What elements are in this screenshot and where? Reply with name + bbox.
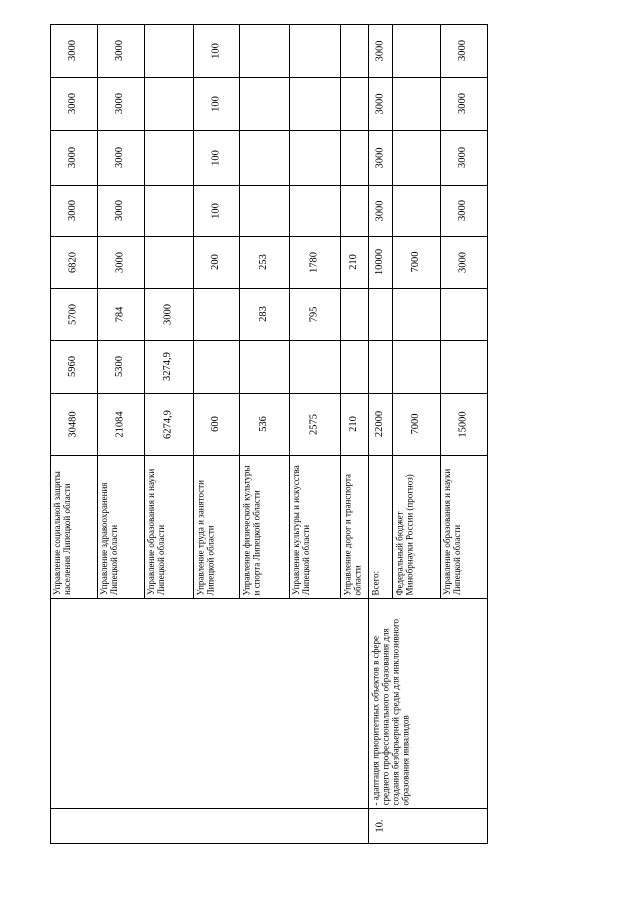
row-separator <box>340 24 341 598</box>
executor-cell: Управление социальной защиты населения Липецкой области <box>52 471 72 595</box>
value-cell <box>342 188 366 233</box>
value-cell <box>241 80 287 127</box>
value-cell: 100 <box>209 42 221 59</box>
value-cell: 10000 <box>373 248 385 276</box>
value-cell <box>195 291 237 337</box>
value-cell <box>195 343 237 390</box>
table-border-bottom <box>50 843 487 844</box>
table-border-top <box>50 24 487 25</box>
value-cell <box>291 133 338 182</box>
value-cell: 3000 <box>114 251 126 273</box>
value-cell: 3000 <box>67 40 79 61</box>
value-cell: 253 <box>257 254 269 270</box>
table-border-left <box>50 24 51 843</box>
value-cell: 3000 <box>373 40 385 61</box>
value-cell: 15000 <box>457 410 469 438</box>
value-cell: 283 <box>257 306 269 322</box>
executor-cell: Управление культуры и искусства Липецкой области <box>291 465 311 595</box>
value-cell: 100 <box>209 95 221 112</box>
value-cell <box>394 133 438 182</box>
value-cell <box>342 80 366 127</box>
column-separator <box>50 808 487 809</box>
executor-cell: Управление дорог и транспорта области <box>342 473 362 595</box>
value-cell <box>146 80 191 127</box>
value-cell: 1780 <box>308 251 320 273</box>
value-cell <box>370 343 390 390</box>
executor-cell: Управление образования и науки Липецкой области <box>442 468 462 595</box>
column-separator <box>50 77 487 78</box>
value-cell: 3000 <box>373 200 385 221</box>
item-number: 10. <box>373 818 385 833</box>
value-cell <box>370 291 390 337</box>
column-separator <box>50 236 487 237</box>
value-cell <box>241 343 287 390</box>
value-cell: 3000 <box>114 40 126 61</box>
column-separator <box>50 340 487 341</box>
table-border-right <box>487 24 488 844</box>
column-separator <box>50 598 487 599</box>
value-cell: 3000 <box>457 93 469 114</box>
value-cell <box>241 188 287 233</box>
value-cell: 3000 <box>67 200 79 221</box>
value-cell: 795 <box>308 306 320 322</box>
value-cell: 210 <box>347 416 359 432</box>
value-cell <box>394 27 438 74</box>
value-cell <box>342 343 366 390</box>
value-cell <box>442 291 485 337</box>
row-separator <box>440 24 441 598</box>
row-separator <box>97 24 98 598</box>
row-separator <box>368 24 369 843</box>
row-separator <box>193 24 194 598</box>
executor-cell: Всего: <box>370 570 380 595</box>
value-cell: 3000 <box>457 200 469 221</box>
executor-cell: Федеральный бюджет Минобрнауки России (прогноз) <box>394 473 414 595</box>
value-cell: 21084 <box>114 410 126 438</box>
value-cell <box>241 27 287 74</box>
value-cell: 3000 <box>114 93 126 114</box>
value-cell <box>291 343 338 390</box>
value-cell: 30480 <box>67 410 79 438</box>
value-cell <box>146 133 191 182</box>
value-cell <box>342 291 366 337</box>
value-cell <box>241 133 287 182</box>
value-cell <box>291 27 338 74</box>
value-cell <box>146 188 191 233</box>
value-cell <box>146 239 191 285</box>
row-separator <box>144 24 145 598</box>
value-cell: 3000 <box>457 40 469 61</box>
value-cell: 5960 <box>67 356 79 377</box>
event-description: - адаптация приоритетных объектов в сфере среднего профессионального образования для создания безбарьерной среды для инклюзивного образования инвалидов <box>370 618 410 805</box>
column-separator <box>50 130 487 131</box>
value-cell: 3000 <box>373 147 385 168</box>
value-cell <box>342 27 366 74</box>
row-separator <box>392 24 393 598</box>
value-cell <box>291 80 338 127</box>
value-cell: 600 <box>209 416 221 432</box>
value-cell: 2575 <box>308 413 320 435</box>
value-cell: 3000 <box>67 147 79 168</box>
value-cell: 3000 <box>114 147 126 168</box>
value-cell: 100 <box>209 149 221 166</box>
value-cell <box>146 27 191 74</box>
value-cell <box>342 133 366 182</box>
value-cell: 3000 <box>67 93 79 114</box>
value-cell: 6820 <box>67 251 79 273</box>
value-cell: 3274,9 <box>162 352 174 381</box>
value-cell: 6274,9 <box>162 409 174 439</box>
value-cell: 5700 <box>67 303 79 325</box>
value-cell <box>291 188 338 233</box>
value-cell <box>394 80 438 127</box>
column-separator <box>50 393 487 394</box>
value-cell: 200 <box>209 254 221 270</box>
executor-cell: Управление образования и науки Липецкой области <box>146 468 166 595</box>
value-cell <box>442 343 485 390</box>
value-cell: 100 <box>209 202 221 219</box>
column-separator <box>50 288 487 289</box>
value-cell: 3000 <box>162 303 174 325</box>
value-cell: 7000 <box>409 251 421 273</box>
value-cell: 784 <box>114 306 126 322</box>
row-separator <box>239 24 240 598</box>
executor-cell: Управление физической культуры и спорта Липецкой области <box>241 464 261 595</box>
value-cell: 3000 <box>457 251 469 273</box>
value-cell: 3000 <box>373 93 385 114</box>
value-cell <box>394 343 438 390</box>
executor-cell: Управление здравоохранения Липецкой области <box>99 482 119 595</box>
value-cell: 536 <box>257 416 269 432</box>
value-cell: 5300 <box>114 356 126 377</box>
row-separator <box>289 24 290 598</box>
executor-cell: Управление труда и занятости Липецкой области <box>195 479 215 595</box>
value-cell <box>394 188 438 233</box>
value-cell: 22000 <box>373 410 385 438</box>
value-cell: 210 <box>347 254 359 270</box>
value-cell: 7000 <box>409 413 421 435</box>
column-separator <box>50 185 487 186</box>
value-cell: 3000 <box>114 200 126 221</box>
column-separator <box>50 455 487 456</box>
value-cell <box>394 291 438 337</box>
value-cell: 3000 <box>457 147 469 168</box>
